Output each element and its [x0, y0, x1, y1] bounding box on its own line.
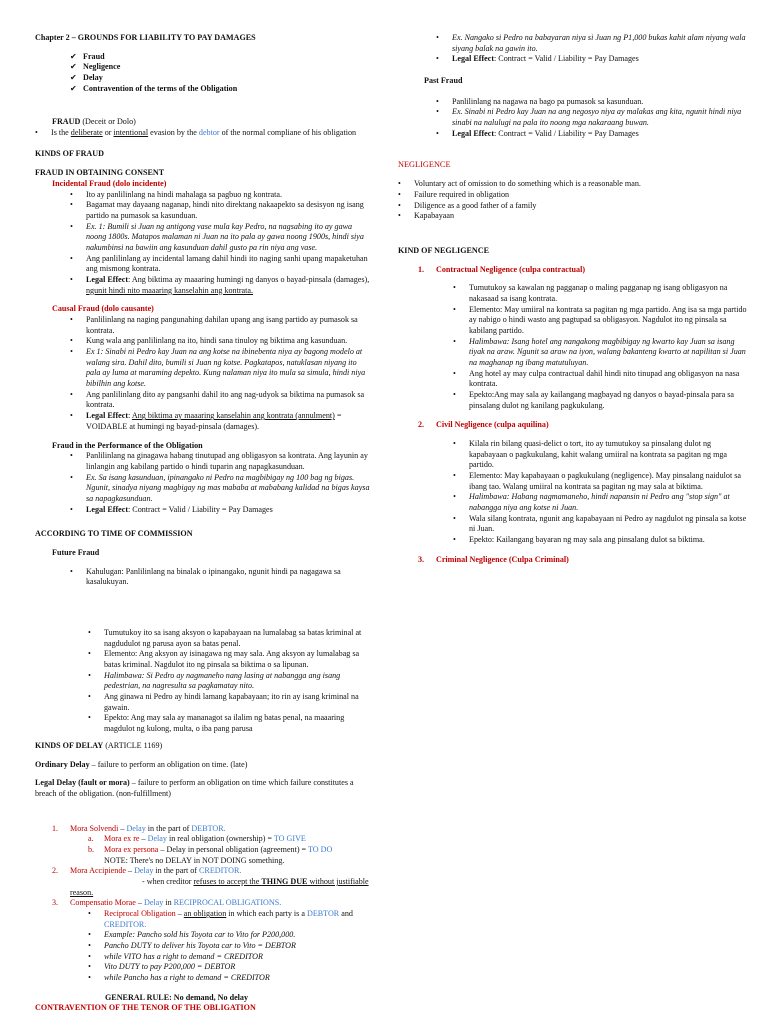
text: - when creditor	[142, 877, 194, 887]
text: –	[175, 909, 184, 919]
fraud-obtaining-heading: FRAUD IN OBTAINING CONSENT	[35, 168, 165, 178]
list-item: • Ang panlilinlang ay incidental lamang dahil hindi ito naging sanhi upang mapaketuhan ang mismong kontrata.	[70, 254, 370, 275]
list-item: • Ang ginawa ni Pedro ay hindi lamang kapabayaan; ito rin ay isang kriminal na gawain.	[88, 692, 370, 713]
delay-note: NOTE: There's no DELAY in NOT DOING something.	[104, 855, 285, 865]
text: TO DO	[308, 845, 333, 855]
contractual-title	[418, 265, 750, 276]
list-item: • Epekto:Ang may sala ay kailangang magbayad ng danyos o bayad-pinsala para sa pinsalang dulot ng kanilang pagkukulang.	[453, 390, 750, 411]
mora-ex-re	[88, 834, 370, 845]
incidental-list	[70, 190, 370, 297]
text: Legal Effect	[86, 275, 129, 285]
text: Legal Effect	[452, 54, 495, 64]
kind-negligence-heading: KIND OF NEGLIGENCE	[398, 246, 489, 255]
text: in which each party is a	[226, 909, 307, 919]
text: –	[139, 834, 148, 844]
criminal-list	[88, 628, 370, 735]
text: Legal Effect	[86, 504, 129, 514]
list-item: • Ex. Sinabi ni Pedro kay Juan na ang negosyo niya ay malakas ang kita, ngunit hindi niya sinabi na nalulugi na pala ito noong mga nakaraang buwan.	[436, 107, 750, 128]
fraud-note: (Deceit or Dolo)	[80, 117, 136, 127]
text: : Ang biktima ay maaaring humingi ng danyos o bayad-pinsala (damages),	[128, 275, 370, 285]
ordinary-delay	[35, 760, 370, 771]
text: or	[102, 128, 114, 138]
civil-title	[418, 420, 750, 431]
text: debtor	[198, 128, 220, 138]
text: CREDITOR.	[199, 866, 242, 876]
list-item	[436, 129, 750, 140]
text: Delay	[147, 834, 167, 844]
contravention-heading: CONTRAVENTION OF THE TENOR OF THE OBLIGATION	[35, 1003, 256, 1012]
list-item: • Kapabayaan	[398, 211, 750, 222]
list-number: 2.	[52, 866, 59, 876]
list-item	[88, 909, 370, 930]
text: – failure to perform an obligation on time. (late)	[89, 759, 248, 769]
accipiende-when	[52, 877, 370, 888]
civil-list	[453, 439, 750, 546]
list-item: • Tumutukoy sa kawalan ng pagganap o maling pagganap ng isang obligasyon na nakasaad sa isang kontrata.	[453, 283, 750, 304]
list-number: 1.	[418, 264, 425, 274]
fraud-heading	[52, 117, 370, 128]
general-rule: GENERAL RULE: No demand, No delay	[105, 992, 249, 1002]
list-letter: a.	[88, 834, 94, 844]
text: and	[339, 909, 353, 919]
list-number: 3.	[418, 554, 425, 564]
text: Mora ex re	[104, 834, 140, 844]
list-item: • Ex 1: Sinabi ni Pedro kay Juan na ang kotse na ibinebenta niya ay bagong modelo at walang sira. Dahil dito, bumili si Juan ng kotse. Pagkatapos, natuklasan niyang ito pala ay luma at maraming depekto. Kung nalaman niya ito mula sa simula, hindi niya bibilhin ang kotse.	[70, 347, 370, 390]
list-item: • Elemento: May kapabayaan o pagkukulang (negligence). May pinsalang naidulot sa ibang tao. Walang umiiral na kontrata sa pagitan ng may sala at biktima.	[453, 471, 750, 492]
text: CREDITOR.	[104, 919, 147, 929]
text: KINDS OF DELAY	[35, 741, 104, 750]
text: intentional	[113, 128, 149, 138]
incidental-section	[52, 179, 370, 515]
text: ngunit hindi nito maaaring kanselahin ang kontrata.	[86, 285, 254, 295]
list-item: ✔ Contravention of the terms of the Obligation	[70, 84, 370, 95]
text: RECIPROCAL OBLIGATIONS.	[173, 898, 282, 908]
compensatio-morae	[52, 898, 370, 909]
mora-accipiende	[52, 866, 370, 877]
list-item	[70, 411, 370, 432]
future-fraud-continued	[436, 33, 750, 65]
list-letter: b.	[88, 845, 95, 855]
list-item: • Epekto: Kailangang bayaran ng may sala ang pinsalang dulot sa biktima.	[453, 535, 750, 546]
chapter-title: Chapter 2 – GROUNDS FOR LIABILITY TO PAY DAMAGES	[35, 33, 256, 42]
text: in the part of	[153, 866, 200, 876]
text: Delay	[126, 823, 146, 833]
list-item	[70, 275, 370, 296]
left-column	[35, 33, 370, 588]
list-item: • Kilala rin bilang quasi-delict o tort, ito ay tumutukoy sa pinsalang dulot ng kapabayaan o pagkukulang, kahit walang umiiral na kontrata sa pagitan ng mga partido.	[453, 439, 750, 471]
text: TO GIVE	[273, 834, 306, 844]
mora-solvendi	[52, 824, 370, 835]
list-item: • Diligence as a good father of a family	[398, 201, 750, 212]
text: without justifiable	[307, 877, 369, 887]
criminal-details	[88, 628, 370, 735]
text: Mora Solvendi	[70, 823, 119, 833]
text: Reciprocal Obligation	[104, 909, 176, 919]
list-item: • Panlilinlang na ginagawa habang tinutupad ang obligasyon sa kontrata. Ang layunin ay linlangin ang kabilang partido o hindi tuparin ang napagkasunduan.	[70, 451, 370, 472]
text: Mora ex persona	[104, 845, 159, 855]
list-number: 1.	[52, 823, 59, 833]
text: –	[135, 898, 144, 908]
negligence-heading: NEGLIGENCE	[398, 160, 451, 170]
delay-kinds-list	[52, 824, 370, 984]
text: in real obligation (ownership) =	[166, 834, 274, 844]
delay-section	[35, 741, 370, 1003]
list-item: • Pancho DUTY to deliver his Toyota car to Vito = DEBTOR	[88, 941, 370, 952]
kinds-of-fraud-heading: KINDS OF FRAUD	[35, 148, 104, 158]
list-item: • Tumutukoy ito sa isang aksyon o kapabayaan na lumalabag sa batas kriminal at nagdudulot ng parusa ayon sa batas penal.	[88, 628, 370, 649]
text: : Contract = Valid / Liability = Pay Damages	[494, 54, 639, 64]
list-item: • Kahulugan: Panlilinlang na binalak o ipinangako, ngunit hindi pa nagagawa sa kasalukuyan.	[70, 567, 370, 588]
causal-list	[70, 315, 370, 432]
fraud-title: FRAUD	[52, 117, 81, 127]
legal-delay	[35, 778, 370, 799]
fraud-definition	[35, 128, 370, 139]
list-item: • Ex. Nangako si Pedro na babayaran niya si Juan ng P1,000 bukas kahit alam niyang wala siyang balak na gawin ito.	[436, 33, 750, 54]
text: in	[163, 898, 174, 908]
list-item	[35, 128, 370, 139]
time-heading: ACCORDING TO TIME OF COMMISSION	[35, 529, 193, 539]
list-item: • Panlilinlang na naging pangunahing dahilan upang ang isang partido ay pumasok sa kontrata.	[70, 315, 370, 336]
list-item: • while Pancho has a right to demand = CREDITOR	[88, 973, 370, 984]
list-item: ✔ Negligence	[70, 62, 370, 73]
list-item: ✔ Fraud	[70, 52, 370, 63]
text: : Contract = Valid / Liability = Pay Damages	[494, 128, 639, 138]
text: –	[118, 823, 127, 833]
criminal-title	[418, 555, 750, 566]
list-item: • Ex. 1: Bumili si Juan ng antigong vase mula kay Pedro, na nagsabing ito ay gawa noong 1800s. Matapos malaman ni Juan na ito pala ay gawa noong 1900s, hindi siya nakumbinsi na bawiin ang kasunduan dahil gusto pa rin niya ang vase.	[70, 222, 370, 254]
text: Legal Delay (fault or mora)	[35, 778, 130, 788]
reciprocal-list	[88, 909, 370, 984]
text: in the part of	[145, 823, 192, 833]
causal-title: Causal Fraud (dolo causante)	[52, 304, 154, 314]
list-item: • Ang panlilinlang dito ay pangsanhi dahil ito ang nag-udyok sa biktima na pumasok sa kontrata.	[70, 390, 370, 411]
text: –	[125, 866, 135, 876]
list-item: • Elemento: May umiiral na kontrata sa pagitan ng mga partido. Ang isa sa mga partido ay nabigo o hindi wasto ang pagtupad sa obligasyon. Nagdulot ito ng pinsala sa kabilang partido.	[453, 305, 750, 337]
list-item: • Ang hotel ay may culpa contractual dahil hindi nito tinupad ang obligasyon na nasa kontrata.	[453, 369, 750, 390]
list-item: ✔ Delay	[70, 73, 370, 84]
negligence-list	[398, 179, 750, 222]
list-item: • Halimbawa: Habang nagmamaneho, hindi napansin ni Pedro ang "stop sign" at nabangga niya ang kotse ni Juan.	[453, 492, 750, 513]
list-number: 2.	[418, 420, 425, 430]
text: – failure to perform an obligation on time which failure constitutes a breach of the obligation. (non-fulfillment)	[35, 778, 354, 799]
list-item: • Ex. Sa isang kasunduan, ipinangako ni Pedro na magbibigay ng 100 bag ng bigas. Ngunit, sinadya niyang magbigay ng mas mababa at mababang kalidad na bigas kaysa sa napagkasunduan.	[70, 473, 370, 505]
contractual-list	[453, 283, 750, 411]
performance-list	[70, 451, 370, 515]
list-item	[436, 54, 750, 65]
list-item: • Epekto: Ang may sala ay mananagot sa ilalim ng batas penal, na maaaring magdulot ng kulong, multa, o iba pang parusa	[88, 713, 370, 734]
text: Legal Effect	[86, 411, 129, 421]
incidental-title: Incidental Fraud (dolo incidente)	[52, 179, 167, 189]
right-column	[398, 33, 750, 565]
list-item: • Panlilinlang na nagawa na bago pa pumasok sa kasunduan.	[436, 97, 750, 108]
grounds-list	[70, 52, 370, 95]
list-item: • Wala silang kontrata, ngunit ang kapabayaan ni Pedro ay nagdulot ng pinsala sa kotse ni Juan.	[453, 514, 750, 535]
list-item: • Vito DUTY to pay P200,000 = DEBTOR	[88, 962, 370, 973]
text: Legal Effect	[452, 128, 495, 138]
text: (ARTICLE 1169)	[103, 741, 163, 750]
text: Criminal Negligence (Culpa Criminal)	[436, 554, 569, 564]
accipiende-reason: reason.	[70, 887, 94, 897]
text: DEBTOR.	[191, 823, 226, 833]
text: Contractual Negligence (culpa contractual)	[436, 264, 586, 274]
list-item: • Kung wala ang panlilinlang na ito, hindi sana tinuloy ng biktima ang kasunduan.	[70, 336, 370, 347]
text: = VOIDABLE at humingi ng bayad-pinsala (damages).	[86, 411, 342, 431]
mora-solvendi-sublist	[88, 834, 370, 866]
text: refuses to accept the	[193, 877, 262, 887]
text: Compensatio Morae	[70, 898, 136, 908]
list-number: 3.	[52, 898, 59, 908]
text: Delay	[143, 898, 164, 908]
text: THING DUE	[261, 877, 308, 887]
past-fraud-list	[436, 97, 750, 140]
list-item: • Elemento: Ang aksyon ay isinagawa ng may sala. Ang aksyon ay lumalabag sa batas kriminal. Nagdulot ito ng pinsala sa biktima o sa lipunan.	[88, 649, 370, 670]
list-item: • Bagamat may dayaang naganap, hindi nito direktang nakaapekto sa desisyon ng isang partido na pumasok sa kasunduan.	[70, 200, 370, 221]
text: evasion by the	[148, 128, 199, 138]
delay-heading	[35, 741, 370, 752]
text: Is the	[51, 128, 71, 138]
text: : Contract = Valid / Liability = Pay Damages	[128, 504, 273, 514]
future-fraud-title: Future Fraud	[52, 547, 100, 557]
mora-ex-persona	[88, 845, 370, 856]
text: deliberate	[70, 128, 103, 138]
future-fraud-list	[70, 567, 370, 588]
text: – Delay in personal obligation (agreement) =	[158, 845, 308, 855]
text: Ordinary Delay	[35, 759, 90, 769]
list-item: • Halimbawa: Si Pedro ay nagmaneho nang lasing at nabangga ang isang pedestrian, na nagresulta sa pagkamatay nito.	[88, 671, 370, 692]
list-item: • while VITO has a right to demand = CREDITOR	[88, 952, 370, 963]
text: Ang biktima ay maaaring kanselahin ang kontrata (annulment)	[131, 411, 335, 421]
text: DEBTOR	[306, 909, 340, 919]
list-item: • Voluntary act of omission to do something which is a reasonable man.	[398, 179, 750, 190]
text: of the normal compliane of his obligation	[219, 128, 357, 138]
list-item: • Failure required in obligation	[398, 190, 750, 201]
list-item: • Example: Pancho sold his Toyota car to Vito for P200,000.	[88, 930, 370, 941]
list-item: • Ito ay panlilinlang na hindi mahalaga sa pagbuo ng kontrata.	[70, 190, 370, 201]
list-item: • Halimbawa: Isang hotel ang nangakong magbibigay ng kwarto kay Juan sa isang tiyak na araw. Ngunit sa araw na iyon, walang bakanteng kwarto at napilitan si Juan na maghanap ng ibang matutuluyan.	[453, 337, 750, 369]
text: Delay	[134, 866, 154, 876]
text: Civil Negligence (culpa aquilina)	[436, 420, 549, 430]
text: an obligation	[183, 909, 227, 919]
text: Mora Accipiende	[70, 866, 126, 876]
text: :	[128, 411, 132, 421]
performance-title: Fraud in the Performance of the Obligation	[52, 440, 203, 450]
past-fraud-title: Past Fraud	[424, 76, 463, 86]
list-item	[70, 505, 370, 516]
